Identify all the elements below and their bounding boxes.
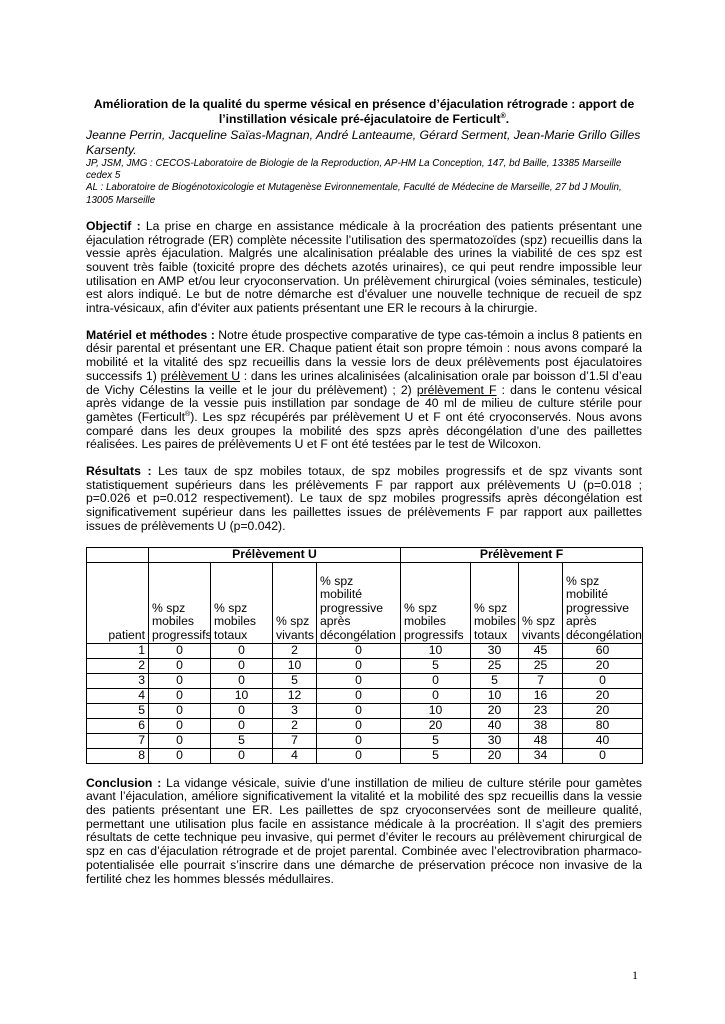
- table-body: [87, 643, 643, 763]
- col-header-u-progressifs: % spz mobiles progressifs: [149, 562, 211, 643]
- table-cell: 20: [401, 718, 471, 733]
- group-header-f: Prélèvement F: [401, 547, 643, 562]
- table-row: [87, 748, 643, 763]
- col-header-f-decongelation: % spz mobilité progressive après décongélation: [563, 562, 643, 643]
- table-cell: 3: [273, 703, 317, 718]
- table-cell-patient: 6: [87, 718, 149, 733]
- table-cell: 34: [519, 748, 563, 763]
- table-cell: 0: [149, 673, 211, 688]
- title-registered-mark: ®: [500, 113, 506, 120]
- table-cell: 0: [317, 703, 401, 718]
- affiliation-1: JP, JSM, JMG : CECOS-Laboratoire de Biologie de la Reproduction, AP-HM La Conception, 147, bd Baille, 13385 Marseille cedex 5: [86, 158, 622, 182]
- table-cell: 10: [211, 688, 273, 703]
- conclusion-text: La vidange vésicale, suivie d’une instillation de milieu de culture stérile pour gamètes avant l’éjaculation, améliore significativement la vitalité et la mobilité des spz recueillis dans la vessie des patients présentant une ER. Les paillettes de spz cryoconservées sont de meilleure qualité, permettant une utilisation plus facile en assistance médicale à la procréation. Il s’agit des premiers résultats de cette technique peu invasive, qui permet d’éviter le recours au prélèvement chirurgical de spz en cas d’éjaculation rétrograde et de projet parental. Combinée avec l’electrovibration pharmaco-potentialisée elle pourrait s’inscrire dans une démarche de préservation précoce non invasive de la fertilité chez les hommes blessés médullaires.: [86, 775, 642, 886]
- table-row: [87, 673, 643, 688]
- authors: Jeanne Perrin, Jacqueline Saïas-Magnan, André Lanteaume, Gérard Serment, Jean-Marie Grillo Gilles Karsenty.: [86, 128, 641, 157]
- methodes-text-c: : dans le contenu vésical après vidange de la vessie puis instillation par sondage de 40 ml de milieu de culture stérile pour gamètes (Ferticult: [86, 382, 643, 424]
- table-cell: 0: [211, 643, 273, 658]
- table-cell: 5: [211, 733, 273, 748]
- col-header-u-decongelation: % spz mobilité progressive après décongélation: [317, 562, 401, 643]
- affiliation-2: AL : Laboratoire de Biogénotoxicologie et Mutagenèse Evironnementale, Faculté de Médecine de Marseille, 27 bd J Moulin, 13005 Marseille: [86, 182, 622, 206]
- conclusion-label: Conclusion :: [86, 775, 162, 790]
- table-cell: 23: [519, 703, 563, 718]
- results-table: [86, 547, 643, 764]
- methodes-registered-mark: ®: [185, 410, 191, 418]
- table-cell: 0: [149, 718, 211, 733]
- page-number: 1: [632, 968, 638, 982]
- table-cell: 30: [471, 643, 519, 658]
- table-cell-patient: 5: [87, 703, 149, 718]
- table-cell: 0: [317, 673, 401, 688]
- col-header-f-vivants: % spz vivants: [519, 562, 563, 643]
- document-page: [86, 97, 642, 886]
- table-cell: 25: [519, 658, 563, 673]
- paper-title: [86, 97, 642, 127]
- table-row: [87, 658, 643, 673]
- table-cell: 4: [273, 748, 317, 763]
- table-cell: 5: [401, 658, 471, 673]
- table-cell: 0: [317, 748, 401, 763]
- table-cell: 30: [471, 733, 519, 748]
- table-cell: 38: [519, 718, 563, 733]
- table-cell: 20: [563, 703, 643, 718]
- resultats-label: Résultats :: [86, 464, 152, 479]
- objectif-label: Objectif :: [86, 218, 141, 233]
- table-cell: 12: [273, 688, 317, 703]
- table-cell: 0: [563, 748, 643, 763]
- table-cell: 0: [149, 643, 211, 658]
- methodes-text-a: Notre étude prospective comparative de type cas-témoin a inclus 8 patients en désir parental et présentant une ER. Chaque patient était son propre témoin : nous avons comparé la mobilité et la vitalité des spz recueillis dans la vessie lors de deux prélèvements post éjaculatoires successifs 1): [86, 327, 642, 383]
- table-cell: 5: [401, 733, 471, 748]
- col-header-u-vivants: % spz vivants: [273, 562, 317, 643]
- table-cell: 0: [317, 718, 401, 733]
- table-cell-patient: 7: [87, 733, 149, 748]
- table-cell-patient: 1: [87, 643, 149, 658]
- section-objectif: [86, 220, 642, 316]
- table-row: [87, 733, 643, 748]
- col-header-f-progressifs: % spz mobiles progressifs: [401, 562, 471, 643]
- table-group-header-row: [87, 547, 643, 562]
- table-cell: 0: [317, 733, 401, 748]
- table-cell: 7: [273, 733, 317, 748]
- table-row: [87, 703, 643, 718]
- table-row: [87, 688, 643, 703]
- table-cell: 0: [563, 673, 643, 688]
- prelevement-f-term: prélèvement F: [416, 382, 497, 397]
- table-cell: 5: [401, 748, 471, 763]
- table-row: [87, 643, 643, 658]
- table-cell: 40: [563, 733, 643, 748]
- table-cell-patient: 8: [87, 748, 149, 763]
- table-cell: 0: [149, 733, 211, 748]
- col-header-f-totaux: % spz mobiles totaux: [471, 562, 519, 643]
- table-cell: 20: [563, 658, 643, 673]
- title-period: .: [505, 112, 510, 126]
- title-line-1: Amélioration de la qualité du sperme vésical en présence d’éjaculation rétrograde : apport de: [93, 97, 635, 111]
- group-header-empty: [87, 547, 149, 562]
- table-cell: 5: [273, 673, 317, 688]
- methodes-label: Matériel et méthodes :: [86, 327, 215, 342]
- table-cell: 25: [471, 658, 519, 673]
- table-cell: 0: [211, 658, 273, 673]
- objectif-text: La prise en charge en assistance médicale à la procréation des patients présentant une éjaculation rétrograde (ER) complète nécessite l’utilisation des spermatozoïdes (spz) recueillis dans la vessie après éjaculation. Malgrés une alcalinisation préalable des urines la viabilité de ces spz est souvent très faible (toxicité propre des déchets azotés urinaires), ce qui peut rendre impossible leur utilisation en AMP et/ou leur cryoconservation. Un prélèvement chirurgical (voies séminales, testicule) est alors indiqué. Le but de notre démarche est d'évaluer une nouvelle technique de recueil de spz intra-vésicaux, afin d'éviter aux patients présentant une ER le recours à la chirurgie.: [86, 218, 642, 316]
- table-cell-patient: 4: [87, 688, 149, 703]
- table-cell: 10: [471, 688, 519, 703]
- table-row: [87, 718, 643, 733]
- table-cell: 0: [211, 703, 273, 718]
- table-cell: 0: [211, 748, 273, 763]
- affiliations: [86, 158, 642, 207]
- table-cell: 10: [401, 703, 471, 718]
- prelevement-u-term: prélèvement U: [160, 368, 241, 383]
- table-cell: 16: [519, 688, 563, 703]
- table-cell-patient: 2: [87, 658, 149, 673]
- table-cell: 0: [317, 643, 401, 658]
- table-cell: 0: [317, 688, 401, 703]
- title-line-2: [86, 112, 642, 127]
- table-cell: 0: [401, 673, 471, 688]
- section-resultats: [86, 465, 642, 534]
- table-cell: 10: [273, 658, 317, 673]
- resultats-text: Les taux de spz mobiles totaux, de spz mobiles progressifs et de spz vivants sont statistiquement supérieurs dans les prélèvements F par rapport aux prélèvements U (p=0.018 ; p=0.026 et p=0.012 respectivement). Le taux de spz mobiles progressifs après décongélation est significativement supérieur dans les paillettes issues de prélèvements F par rapport aux paillettes issues de prélèvements U (p=0.042).: [86, 464, 642, 533]
- col-header-u-totaux: % spz mobiles totaux: [211, 562, 273, 643]
- table-cell: 0: [211, 718, 273, 733]
- table-cell-patient: 3: [87, 673, 149, 688]
- table-cell: 2: [273, 643, 317, 658]
- table-cell: 2: [273, 718, 317, 733]
- title-line-2-text: l’instillation vésicale pré-éjaculatoire de Ferticult: [218, 112, 501, 126]
- methodes-text-d: ). Les spz récupérés par prélèvement U et F ont été cryoconservés. Nous avons comparé dans les deux groupes la mobilité des spzs après décongélation d’une des paillettes réalisées. Les paires de prélèvements U et F ont été testées par le test de Wilcoxon.: [86, 409, 643, 452]
- table-cell: 40: [471, 718, 519, 733]
- table-cell: 0: [317, 658, 401, 673]
- table-cell: 0: [149, 748, 211, 763]
- table-cell: 7: [519, 673, 563, 688]
- table-cell: 60: [563, 643, 643, 658]
- section-conclusion: [86, 777, 642, 887]
- col-header-patient: patient: [87, 562, 149, 643]
- table-cell: 20: [563, 688, 643, 703]
- table-cell: 0: [149, 658, 211, 673]
- table-cell: 0: [149, 688, 211, 703]
- table-cell: 20: [471, 748, 519, 763]
- table-cell: 45: [519, 643, 563, 658]
- table-cell: 80: [563, 718, 643, 733]
- table-cell: 20: [471, 703, 519, 718]
- table-cell: 0: [149, 703, 211, 718]
- methodes-text-b: : dans les urines alcalinisées (alcalinisation orale par boisson d’1.5l d’eau de Vichy Célestins la veille et le jour du prélèvement) ; 2): [86, 368, 643, 397]
- table-cell: 5: [471, 673, 519, 688]
- table-cell: 48: [519, 733, 563, 748]
- table-cell: 0: [211, 673, 273, 688]
- group-header-u: Prélèvement U: [149, 547, 401, 562]
- section-methodes: [86, 329, 642, 452]
- table-column-header-row: [87, 562, 643, 643]
- table-cell: 10: [401, 643, 471, 658]
- table-cell: 0: [401, 688, 471, 703]
